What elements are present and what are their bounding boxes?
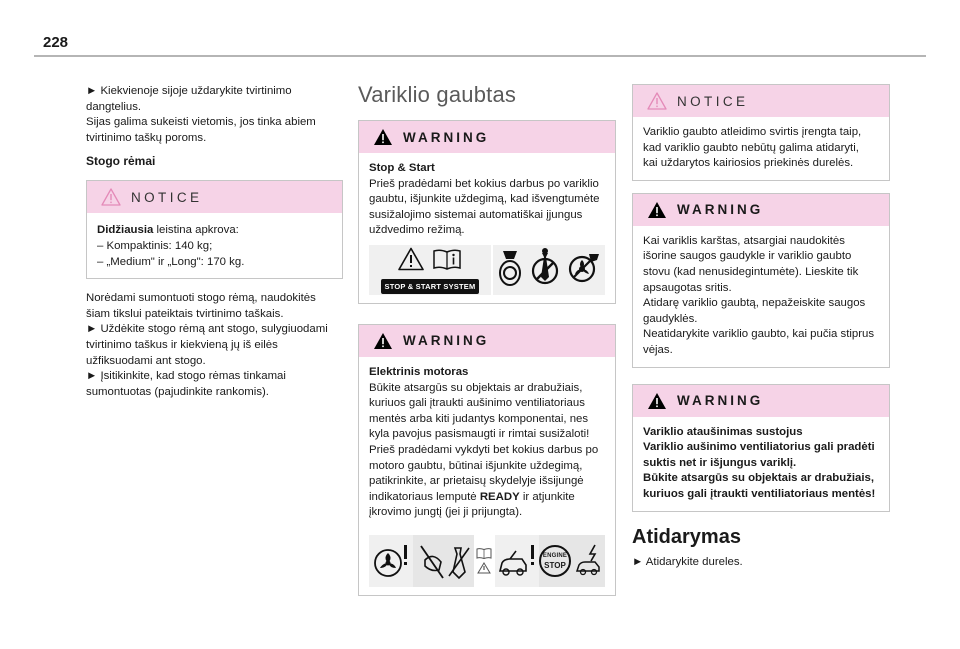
text-line: sumontuotas (pajudinkite rankomis). <box>86 385 269 398</box>
text-line: Būkite atsargūs su objektais ar drabužiais, <box>643 472 875 485</box>
warning-triangle-icon <box>647 392 667 410</box>
hazard-pictograms <box>493 245 605 295</box>
text-line: suktis net ir išjungus variklį. <box>643 456 797 469</box>
engine-stop-line1: ENGINE <box>542 552 568 559</box>
max-load-line <box>97 223 332 239</box>
text-line: kad variklio gaubto nebūtų galima atidaryti, <box>643 141 859 154</box>
warning-header <box>633 194 889 226</box>
manual-book-icon <box>476 547 492 559</box>
warning-box-electric-motor <box>358 324 616 596</box>
notice-triangle-icon <box>647 92 667 110</box>
load-compact: – Kompaktinis: 140 kg; <box>97 239 213 252</box>
book-warning-cell <box>474 535 494 587</box>
warning-triangle-icon <box>373 332 393 350</box>
header-rule <box>34 55 926 57</box>
text-line: Prieš pradėdami vykdyti bet kokius darbus po <box>369 443 599 456</box>
warning-label: WARNING <box>677 393 764 409</box>
stop-start-pictogram-strip <box>369 245 605 295</box>
text-line: tvirtinimo taškus ir kiekvieną jų iš eilės <box>86 338 278 351</box>
warning-box-cooling-fan <box>632 384 890 512</box>
stop-start-system-badge: STOP & START SYSTEM <box>381 279 480 294</box>
text-line: Prieš pradėdami bet kokius darbus po variklio <box>369 177 599 190</box>
text-line: susižalojimo sistemai automatiškai įjungus <box>369 208 583 221</box>
text-line: gaubtu, išjunkite uždegimą, kad išvengtumėte <box>369 193 600 206</box>
text-line: Sijas galima sukeisti vietomis, jos tinka abiem <box>86 116 316 129</box>
notice-label: NOTICE <box>677 93 749 109</box>
text-line: Norėdami sumontuoti stogo rėmą, naudokitės <box>86 292 316 305</box>
no-hand-fan-icon <box>567 250 601 289</box>
text-line: apsaugotas sritis. <box>643 281 732 294</box>
charging-car-icon <box>575 541 605 581</box>
notice-label: NOTICE <box>131 189 203 205</box>
fan-warning-icon <box>371 541 411 581</box>
text-line: gaudyklės. <box>643 312 698 325</box>
roof-frame-instructions <box>86 291 343 400</box>
max-load-bold: Didžiausia <box>97 224 154 237</box>
warning-label: WARNING <box>403 333 490 349</box>
stop-start-title: Stop & Start <box>369 162 435 174</box>
text-line: Atidarę variklio gaubtą, nepažeiskite saugos <box>643 297 866 310</box>
text-line: kai uždarytos kairiosios priekinės durelės. <box>643 157 854 170</box>
warning-box-hot-engine <box>632 193 890 368</box>
text-line: Variklio aušinimo ventiliatorius gali pradėti <box>643 441 875 454</box>
text-line: mentės arba kiti judantys komponentai, nes <box>369 412 589 425</box>
roof-frames-heading: Stogo rėmai <box>86 154 156 169</box>
notice-box-release-lever <box>632 84 890 181</box>
notice-triangle-icon <box>101 188 121 206</box>
column-middle <box>358 82 616 596</box>
text-line: motoro gaubtu, būtinai išjunkite uždegimą, <box>369 459 583 472</box>
text-line: išorine saugos gaudykle ir variklio gaubto <box>643 250 852 263</box>
ready-indicator-line <box>369 490 605 506</box>
warning-label: WARNING <box>677 202 764 218</box>
fan-entanglement-icon <box>497 247 523 292</box>
section-title-bonnet: Variklio gaubtas <box>358 82 517 107</box>
text-line: ► Įsitikinkite, kad stogo rėmas tinkamai <box>86 370 286 383</box>
text-line: įkrovimo jungtį (jei ji prijungta). <box>369 506 523 519</box>
column-left <box>86 84 343 400</box>
notice-header <box>633 85 889 117</box>
notice-box-load <box>86 180 343 279</box>
no-tie-icon <box>531 247 559 292</box>
text-line: kuriuos gali įtraukti aušinimo ventiliatoriaus <box>369 397 585 410</box>
text-line: Variklio ataušinimas sustojus <box>643 425 803 438</box>
text-line: stovu (kad nenusidegintumėte). Lieskite tik <box>643 265 859 278</box>
motor-pictogram-strip <box>369 535 605 587</box>
fan-warning-cell <box>369 535 413 587</box>
column-right <box>632 84 890 570</box>
warning-header <box>359 121 615 153</box>
open-doors-step: ► Atidarykite dureles. <box>632 555 743 568</box>
warning-header <box>633 385 889 417</box>
text-line: Neatidarykite variklio gaubto, kai pučia stiprus <box>643 328 875 341</box>
text-line: uždvedimo režimą. <box>369 224 465 237</box>
text-fragment: ir atjunkite <box>519 490 575 503</box>
engine-stop-cell <box>539 535 605 587</box>
hand-and-tie-icon <box>415 540 473 582</box>
stop-start-label-cell <box>369 245 491 295</box>
page-number: 228 <box>43 34 69 51</box>
warning-box-stop-start <box>358 120 616 304</box>
engine-stop-button-icon <box>539 545 571 577</box>
load-medium-long: – „Medium" ir „Long": 170 kg. <box>97 255 245 268</box>
electric-motor-title: Elektrinis motoras <box>369 365 469 378</box>
ready-label: READY <box>479 490 520 503</box>
warning-triangle-icon <box>398 247 424 276</box>
text-line: šiam tikslui pateiktais tvirtinimo taškais. <box>86 307 284 320</box>
warning-triangle-icon <box>373 128 393 146</box>
text-line: Būkite atsargūs su objektais ar drabužiais, <box>369 381 583 394</box>
car-bonnet-warning-icon <box>496 541 538 581</box>
text-line: ► Uždėkite stogo rėmą ant stogo, sulygiuodami <box>86 323 328 336</box>
max-load-rest: leistina apkrova: <box>153 224 239 237</box>
text-line: patikrinkite, ar prietaisų skydelyje išsijungė <box>369 475 584 488</box>
text-line: tvirtinimo taškų poroms. <box>86 131 207 144</box>
hand-tie-cell <box>413 535 474 587</box>
text-fragment: indikatoriaus lemputė <box>369 490 480 503</box>
text-line: Variklio gaubto atleidimo svirtis įrengta taip, <box>643 126 862 138</box>
text-line: ► Kiekvienoje sijoje uždarykite tvirtinimo <box>86 85 292 97</box>
text-line: kyla pavojus pasismaugti ir rimtai susižaloti! <box>369 428 590 441</box>
warning-header <box>359 325 615 357</box>
notice-header <box>87 181 342 213</box>
roof-bars-instructions <box>86 84 343 146</box>
manual-book-icon <box>432 247 462 276</box>
warning-label: WARNING <box>403 129 490 145</box>
text-line: Kai variklis karštas, atsargiai naudokitės <box>643 234 845 247</box>
text-line: užfiksuodami ant stogo. <box>86 354 206 367</box>
warning-triangle-icon <box>647 201 667 219</box>
text-line: kuriuos gali įtraukti ventiliatoriaus mentės! <box>643 487 876 500</box>
text-line: dangtelius. <box>86 100 142 113</box>
text-line: vėjas. <box>643 343 673 356</box>
car-warning-cell <box>495 535 539 587</box>
section-title-opening: Atidarymas <box>632 525 741 548</box>
engine-stop-line2: STOP <box>544 560 566 570</box>
warning-triangle-icon <box>477 562 491 574</box>
